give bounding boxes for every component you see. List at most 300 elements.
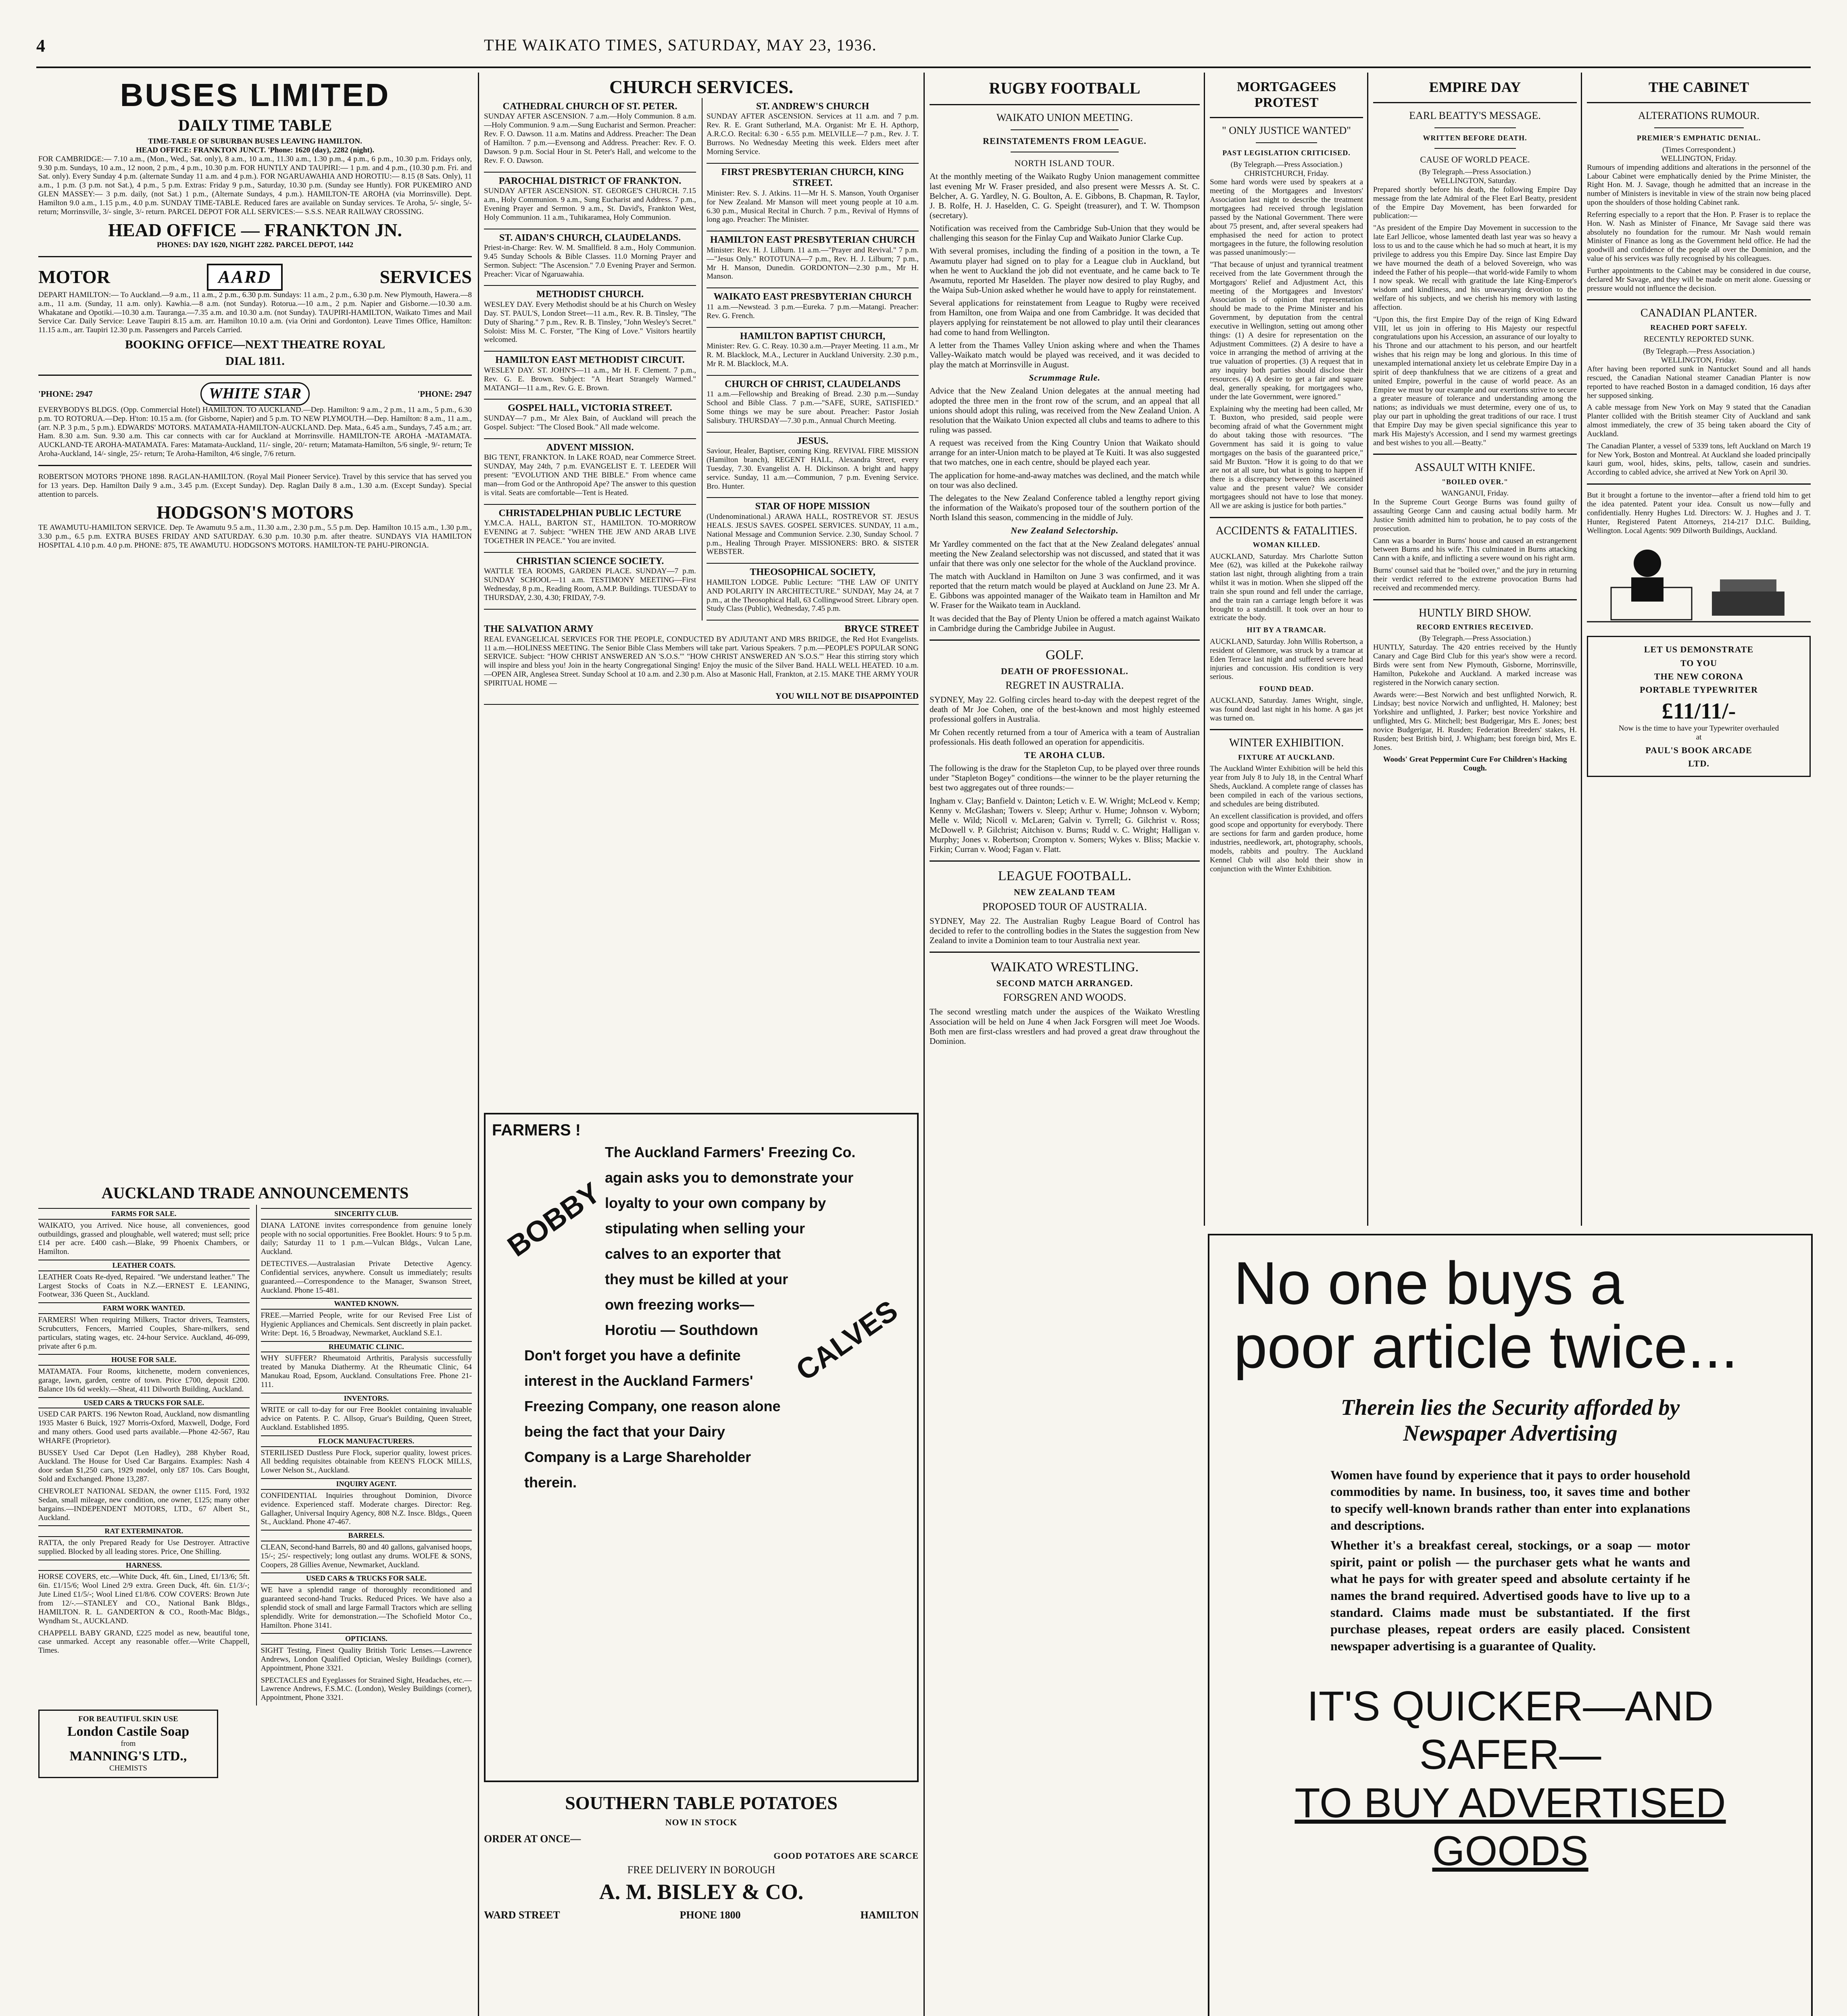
trade-text: BUSSEY Used Car Depot (Len Hadley), 288 Khyber Road, Auckland. The House for Used Car Bargains. Examples: Nash 4 door sedan $1,250 cars, 1929 model, only £87 10s. Cars Bought, Sold and Exchanged. Phone 13,287.: [38, 1448, 250, 1484]
trade-text: WAIKATO, you Arrived. Nice house, all conveniences, good outbuildings, grassed and ploughable, well watered; must sell; price £14 per acre. £400 cash.—Blake, 99 Phoenix Chambers, or Hamilton.: [38, 1221, 250, 1256]
noone-body: [1330, 1467, 1690, 1655]
church-notice: [707, 498, 919, 564]
manning-line2: London Castile Soap: [67, 1724, 190, 1739]
mortgagees-dateline: CHRISTCHURCH, Friday.: [1244, 169, 1329, 178]
empire-sub: EARL BEATTY'S MESSAGE.: [1409, 110, 1541, 122]
cabinet-dateline: WELLINGTON, Friday.: [1661, 154, 1737, 163]
church-name: CATHEDRAL CHURCH OF ST. PETER.: [502, 101, 678, 112]
salvation-text: REAL EVANGELICAL SERVICES FOR THE PEOPLE, CONDUCTED BY ADJUTANT AND MRS BRIDGE, the Red Hot Evangelists. 11 a.m.—HOLINESS MEETING. The Senior Bible Class Members will take part. Various Speakers. 7 p.m.—PEOPLE'S POPULAR SONG SERVICE. Subject: "HOW CHRIST ANSWERED AN 'S.O.S.'" "HOW CHRIST ANSWERED AN 'S.O.S.'" Hear this stirring story which will inspire and bless you! Join in the hearty Congregational Singing! Enjoy the music of the Silver Band. HALL WELL HEATED. 10 a.m.—OPEN AIR, Anglesea Street. Sunday School at 10 a.m. and 2.30 p.m. Also at Masonic Hall, Frankton, at 2.15. MAKE THE ARMY YOUR SPIRITUAL HOME —: [484, 635, 919, 688]
church-name: CHURCH OF CHRIST, CLAUDELANDS: [724, 379, 901, 389]
trade-text: SPECTACLES and Eyeglasses for Strained Sight, Headaches, etc.—Lawrence Andrews, F.S.M.C. (London), Wesley Buildings (corner), Appointment, Phone 3321.: [261, 1676, 472, 1702]
corona-line6: at: [1696, 733, 1702, 741]
farmers-line: own freezing works—: [605, 1296, 755, 1313]
empire-p2: "As president of the Empire Day Movement in succession to the late Earl Jellicoe, whose lamented death last year was so heavy a loss to us and to the cause which he had so much at heart, it is my privilege to address you this Empire Day. Since last Empire Day we have mourned the death of a beloved Sovereign, who was indeed the Father of his people—that world-wide Family to whom I now speak. We recall with gratitude the late King-Emperor's wisdom and kindliness, and his unwearying devotion to the welfare of his subjects, and we cherish his memory with lasting affection.: [1373, 224, 1577, 312]
church-columns: [484, 98, 919, 621]
page-number: 4: [36, 36, 45, 56]
motor-left: MOTOR: [38, 267, 110, 287]
planter-sub2: RECENTLY REPORTED SUNK.: [1643, 335, 1754, 344]
farmers-head: FARMERS !: [492, 1121, 581, 1139]
accidents-p3: AUCKLAND, Saturday. James Wright, single, was found dead last night in his home. A gas jet was turned on.: [1210, 696, 1363, 723]
noone-quick1: IT'S QUICKER—AND SAFER—: [1307, 1683, 1714, 1778]
trade-right-column: [256, 1205, 472, 1706]
divider: [930, 952, 1200, 953]
church-name: ST. AIDAN'S CHURCH, CLAUDELANDS.: [499, 232, 681, 243]
church-text: SUNDAY AFTER ASCENSION. ST. GEORGE'S CHURCH. 7.15 a.m., Holy Communion. 9 a.m., Sung Eucharist and Address. 7 p.m., Evening Prayer and Sermon. 9 a.m., St. David's, Frankton West, Holy Communion. 11 a.m., Tuhikaramea, Holy Communion.: [484, 187, 696, 222]
trade-entry: [261, 1633, 472, 1672]
sport-column: [930, 77, 1200, 2016]
column-rule: [1204, 73, 1205, 1226]
golf-p4: Ingham v. Clay; Banfield v. Dainton; Letich v. E. W. Wright; McLeod v. Kemp; Kenny v. McGlashan; Towers v. Sleep; Arthur v. Hume; Johnson v. Wyborn; Melle v. Wild; Nicoll v. McLaren; Galvin v. Tyrrell; G. Gilchrist v. Ross; McDowell v. P. Gilchrist; Aitchison v. Burns; Rudd v. C. Wright; Halligan v. Murphy; Jones v. Robertson; Crompton v. Somers; Wykes v. Bliss; Mackie v. Firkin; Curran v. Wood; Fagan v. Flatt.: [930, 796, 1200, 854]
cabinet-column: [1587, 77, 1811, 1222]
rugby-p2: Notification was received from the Cambridge Sub-Union that they would be challenging this season for the Finlay Cup and Waikato Junior Clarke Cup.: [930, 223, 1200, 243]
trade-heading: HOUSE FOR SALE.: [38, 1354, 250, 1366]
noone-headline2: poor article twice...: [1234, 1312, 1738, 1381]
trade-text: FARMERS! When requiring Milkers, Tractor drivers, Teamsters, Scrubcutters, Fencers, Married Couples, Share-milkers, send particulars, stating wages, etc. 24-hour Service. Auckland, 46-099, private after 6 p.m.: [38, 1315, 250, 1351]
trade-entry: [261, 1435, 472, 1475]
church-name: GOSPEL HALL, VICTORIA STREET.: [508, 403, 672, 414]
golf-p1: SYDNEY, May 22. Golfing circles heard to-day with the deepest regret of the death of Mr Joe Cohen, one of the best-known and most highly esteemed professional golfers in Australia.: [930, 695, 1200, 724]
divider: [38, 375, 472, 376]
cabinet-p2: Referring especially to a report that the Hon. P. Fraser is to replace the Hon. W. Nash as Minister of Finance, Mr Savage said there was absolutely no foundation for the rumour. Mr Nash would remain Minister of Finance as long as the Government held office. He had the goodwill and confidence of the people all over the Dominion, and the value of his services was fully recognised by his colleagues.: [1587, 210, 1811, 263]
church-notice: [707, 328, 919, 376]
buses-line2: HEAD OFFICE: FRANKTON JUNCT. 'Phone: 1620 (day), 2282 (night).: [136, 146, 374, 154]
hodgson-title: HODGSON'S MOTORS: [156, 502, 354, 523]
manning-line4: MANNING'S LTD.,: [69, 1748, 187, 1764]
farmers-line: Don't forget you have a definite: [524, 1347, 741, 1364]
trade-entry: [38, 1354, 250, 1393]
trade-heading: USED CARS & TRUCKS FOR SALE.: [38, 1397, 250, 1409]
trade-text: WE have a splendid range of thoroughly reconditioned and guaranteed second-hand Trucks. Reduced Prices. We have also a splendid stock of small and large Farmall Tractors which are selling splendidly. Write for demonstration.—The Schofield Motor Co., Hamilton. Phone 3141.: [261, 1586, 472, 1630]
church-name: STAR OF HOPE MISSION: [755, 501, 870, 512]
church-text: WESLEY DAY. Every Methodist should be at his Church on Wesley Day. ST. PAUL'S, London Street—11 a.m., Rev. R. B. Tinsley, "The Duty of Sharing." 7 p.m., Rev. R. B. Tinsley, "John Wesley's Secret." Soloist: Miss M. C. Forster, "The King of Love." Visitors heartily welcomed.: [484, 300, 696, 344]
church-notice: [707, 376, 919, 433]
farmers-line: Freezing Company, one reason alone: [524, 1398, 781, 1414]
transport-column: [38, 77, 472, 1181]
church-notice: [707, 98, 919, 164]
assault-p3: Burns' counsel said that he "boiled over," and the jury in returning their verdict referred to the extreme provocation Burns had received and recommended mercy.: [1373, 566, 1577, 592]
church-name: HAMILTON EAST PRESBYTERIAN CHURCH: [710, 235, 915, 246]
potatoes-ad: [484, 1790, 919, 2016]
masthead-title: THE WAIKATO TIMES, SATURDAY, MAY 23, 1936.: [484, 36, 877, 54]
trade-heading: WANTED KNOWN.: [261, 1298, 472, 1310]
church-text: Saviour, Healer, Baptiser, coming King. REVIVAL FIRE MISSION (Hamilton branch), REGENT HALL, Alexandra Street, every Tuesday, 7.30. Evangelist A. H. Dickinson. A bright and happy service. Sunday, 11 a.m.—Communion, 7 p.m. Evening Service. Bro. Hunter.: [707, 447, 919, 491]
church-notice: [484, 553, 696, 610]
divider: [1587, 299, 1811, 300]
buses-subtitle: DAILY TIME TABLE: [178, 116, 332, 134]
mortgagees-title: MORTGAGEES PROTEST: [1236, 79, 1336, 110]
assault-dateline: WANGANUI, Friday.: [1441, 489, 1509, 498]
accidents-s2: HIT BY A TRAMCAR.: [1247, 626, 1326, 634]
column-rule: [924, 73, 925, 2016]
trade-entry: [261, 1298, 472, 1337]
noone-tag2: Newspaper Advertising: [1403, 1421, 1618, 1446]
corona-line2: TO YOU: [1680, 658, 1717, 668]
potatoes-street: WARD STREET: [484, 1909, 560, 1921]
motor-booking: BOOKING OFFICE—NEXT THEATRE ROYAL: [125, 338, 385, 352]
accidents-p1: AUCKLAND, Saturday. Mrs Charlotte Sutton Mee (62), was killed at the Pukekohe railway station last night, through alighting from a train whilst it was in motion. When she slipped off the train she spun round and fell under the carriage, and the train ran a carriage length before it was brought to a standstill. It took over an hour to extricate the body.: [1210, 552, 1363, 623]
trade-heading: INQUIRY AGENT.: [261, 1478, 472, 1490]
bobby-word: BOBBY: [502, 1176, 607, 1263]
golf-sub: DEATH OF PROFESSIONAL.: [1001, 666, 1128, 676]
trade-entry: [38, 1397, 250, 1445]
empire-p1: Prepared shortly before his death, the following Empire Day message from the late Admiral of the Fleet Earl Beatty, president of the Empire Day Movement, has been forwarded for publication:—: [1373, 185, 1577, 221]
bird-p2: Awards were:—Best Norwich and best unflighted Norwich, R. Lindsay; best novice Norwich and unflighted, H. Maloney; best Yorkshire and unflighted, J. Parker; best novice Yorkshire and unflighted, Mrs G. Mitchell; best Budgerigar, Mrs E. Jones; best novice Budgerigar, H. Rusden; Federation Breeders' stakes, H. Rusden; best British bird, J. Whigham; best foreign bird, Mrs E. Jones.: [1373, 690, 1577, 752]
aard-logo: AARD: [207, 264, 283, 291]
bird-p1: HUNTLY, Saturday. The 420 entries received by the Huntly Canary and Cage Bird Club for this year's show were a record. Birds were sent from New Plymouth, Gisborne, Morrinsville, Hamilton, Pukekohe and Auckland. A marked increase was registered in the Norwich canary section.: [1373, 643, 1577, 687]
divider: [1434, 127, 1516, 128]
rugby-p11: The match with Auckland in Hamilton on June 3 was confirmed, and it was reported that the return match would be played at Auckland on June 23. Mr A. E. Gibbons was appointed manager of the Waikato team in Hamilton and Mr W. Fraser for the Waikato team in Auckland.: [930, 571, 1200, 610]
trade-text: RATTA, the only Prepared Ready for Use Destroyer. Attractive supplied. Blocked by all leading stores. Price, One Shilling.: [38, 1539, 250, 1556]
rugby-title: RUGBY FOOTBALL: [989, 79, 1140, 97]
church-name: HAMILTON BAPTIST CHURCH,: [740, 331, 886, 342]
farmers-line: loyalty to your own company by: [605, 1195, 826, 1211]
whitestar-timetable: EVERYBODYS BLDGS. (Opp. Commercial Hotel) HAMILTON. TO AUCKLAND.—Dep. Hamilton: 9 a.m., 2 p.m., 11 a.m., 5 p.m., 6.30 p.m. TO ROTORUA.—Dep. H'ton: 10.15 a.m. (for Gisborne, Napier) and 5 p.m. TO NEW PLYMOUTH.—Dep. Hamilton: 8 a.m., 11 a.m., (arr. N.P. 3 p.m., 5 p.m.). EDWARDS' MOTORS. MATAMATA-HAMILTON-AUCKLAND. Dep. Mata., 6.45 a.m., Sundays, 7.45 a.m.; arr. Ham. 8.30 a.m. Sun. 9.30 a.m. This car connects with car for Auckland at Morrinsville. HAMILTON-TE AROHA -MATAMATA. AUCKLAND-TE AROHA-MATAMATA. Fares: Matamata-Auckland, 11/- single, 20/- return; Matamata-Hamilton, 5/6 single, 9/- return; Te Aroha-Auckland, 14/- single, 25/- return; Te Aroha-Hamilton, 4/6 single, 7/6 return.: [38, 405, 472, 458]
divider: [930, 104, 1200, 105]
church-title: CHURCH SERVICES.: [609, 77, 793, 97]
church-name: FIRST PRESBYTERIAN CHURCH, KING STREET.: [721, 167, 904, 189]
assault-title: ASSAULT WITH KNIFE.: [1415, 461, 1535, 474]
hodgson-timetable: TE AWAMUTU-HAMILTON SERVICE. Dep. Te Awamutu 9.5 a.m., 11.30 a.m., 2.30 p.m., 5.5 p.m. Dep. Hamilton 10.15 a.m., 1.30 p.m., 3.30 p.m., 6.5 p.m. EXTRA BUSES FRIDAY AND SATURDAY. 6.30 p.m. 10.30 p.m. after theatre. SUNDAYS VIA HAMILTON HOSPITAL 4.10 p.m. 4.0 p.m. PHONE: 875, TE AWAMUTU. HODGSON'S MOTORS. HAMILTON-TE PAHU-PIRONGIA.: [38, 523, 472, 550]
church-name: THEOSOPHICAL SOCIETY,: [750, 567, 876, 578]
trade-text: DETECTIVES.—Australasian Private Detective Agency. Confidential services, anywhere. Consult us immediately; results guaranteed.—Correspondence to the Manager, Swanson Street, Auckland. Phone 15-481.: [261, 1260, 472, 1295]
planter-p4: But it brought a fortune to the inventor—after a friend told him to get the idea patented. Patent your idea. Consult us now—fully and confidentially. Henry Hughes Ltd. Directors: W. J. Hughes and J. T. Hunter, Registered Patent Attorneys, 214-217 D.I.C. Building, Wellington. Local Agents: 909 Dilworth Buildings, Auckland.: [1587, 491, 1811, 535]
trade-text: WHY SUFFER? Rheumatoid Arthritis, Paralysis successfully treated by Manuka Diathermy. At the Rheumatic Clinic, 64 Manukau Road, Epsom, Auckland. Consultations Free. Phone 21-111.: [261, 1354, 472, 1389]
church-text: Priest-in-Charge: Rev. W. M. Smallfield. 8 a.m., Holy Communion. 9.45 Sunday Schools & Bible Classes. 11.0 Morning Prayer and Sermon. Subject: "The Ascension." 7.0 Evening Prayer and Sermon. Preacher: Vicar of Ngaruawahia.: [484, 244, 696, 279]
divider: [1256, 142, 1317, 143]
divider: [1210, 117, 1363, 118]
corona-line5: Now is the time to have your Typewriter overhauled: [1618, 724, 1779, 733]
rugby-p12: It was decided that the Bay of Plenty Union be offered a match against Waikato in Cambridge during the Cambridge Jubilee in August.: [930, 613, 1200, 633]
assault-quote: "BOILED OVER.": [1441, 477, 1508, 486]
trade-entry: [38, 1525, 250, 1556]
church-text: SUNDAY AFTER ASCENSION. 7 a.m.—Holy Communion. 8 a.m.—Holy Communion. 9 a.m.—Sung Eucharist and Sermon. Preacher: Rev. F. O. Dawson. 11 a.m. Matins and Address. Preacher: The Dean of Hamilton. 7 p.m.—Evensong and Address. Preacher: Rev. F. O. Dawson. 9 p.m. Social Hour in St. Peter's Hall, and welcome to the Rev. F. O. Dawson.: [484, 112, 696, 165]
column-rule: [478, 73, 479, 2016]
masthead-rule: [36, 67, 1811, 68]
church-name: PAROCHIAL DISTRICT OF FRANKTON.: [498, 175, 682, 186]
trade-heading: USED CARS & TRUCKS FOR SALE.: [261, 1572, 472, 1584]
manning-ad: [38, 1710, 218, 1778]
trade-entry: [261, 1478, 472, 1527]
divider: [1210, 729, 1363, 730]
divider: [1587, 102, 1811, 103]
trade-heading: FLOCK MANUFACTURERS.: [261, 1435, 472, 1447]
assault-p1: In the Supreme Court George Burns was found guilty of assaulting George Cann and causing actual bodily harm. Mr Justice Smith admitted him to probation, he to pay costs of the prosecution.: [1373, 498, 1577, 533]
winter-title: WINTER EXHIBITION.: [1229, 737, 1344, 750]
church-text: Y.M.C.A. HALL, BARTON ST., HAMILTON. TO-MORROW EVENING at 7. Subject: "WHEN THE JEW AND ARAB LIVE TOGETHER IN PEACE." You are invited.: [484, 519, 696, 545]
trade-entry: [38, 1208, 250, 1256]
trade-text: LEATHER Coats Re-dyed, Repaired. "We understand leather." The Largest Stocks of Coats in N.Z.—ERNEST E. LEANING, Footwear, 336 Queen St., Auckland.: [38, 1272, 250, 1299]
mortgagees-p2: "That because of unjust and tyrannical treatment received from the late Government through the Mortgagors' Relief and Adjustment Act, this meeting of the Mortgagees and Investors' Association is of opinion that representation should be made to the Prime Minister and his Government, by deputation from the central executive in Wellington, setting out among other things: (1) A desire for representation on the Adjustment Committees. (2) A desire to have a voice in arranging the method of arriving at the true valuation of properties. (3) A request that in any inquiry both parties should disclose their resources. (4) A desire to get a fair and square deal, generally speaking, for mortgagees who, under the late Government, were ignored.": [1210, 260, 1363, 401]
planter-title: CANADIAN PLANTER.: [1640, 307, 1757, 320]
buses-title: BUSES LIMITED: [120, 77, 390, 113]
farmers-line: being the fact that your Dairy: [524, 1423, 725, 1440]
cabinet-p3: Further appointments to the Cabinet may be considered in due course, declared Mr Savage, and they will be made on merit alone. Guessing or pressure would not influence the decision.: [1587, 266, 1811, 293]
church-text: Minister: Rev. H. J. Lilburn. 11 a.m.—"Prayer and Revival." 7 p.m.—"Jesus Only." ROTOTUNA—7 p.m., Rev. H. J. Lilburn; 7 p.m., Mr H. Manson, Dunedin. GORDONTON—2.30 p.m., Mr H. Manson.: [707, 246, 919, 281]
manning-line5: CHEMISTS: [109, 1764, 147, 1772]
cabinet-sub2: PREMIER'S EMPHATIC DENIAL.: [1636, 134, 1761, 142]
cabinet-title: THE CABINET: [1648, 79, 1749, 95]
church-notice: [707, 164, 919, 232]
typewriter-illustration-icon: [1587, 539, 1811, 632]
church-text: Minister: Rev. G. C. Reay. 10.30 a.m.—Prayer Meeting. 11 a.m., Mr R. M. Blacklock, M.A., Lecturer in Auckland University. 2.30 p.m., Mr R. M. Blacklock, M.A.: [707, 342, 919, 368]
church-notice: [484, 173, 696, 229]
farmers-body2: [524, 1343, 911, 1495]
manning-line3: from: [121, 1739, 136, 1748]
wrestling-title: WAIKATO WRESTLING.: [990, 960, 1139, 975]
trade-heading: BARRELS.: [261, 1530, 472, 1541]
corona-line4: PORTABLE TYPEWRITER: [1639, 685, 1758, 695]
trade-title: AUCKLAND TRADE ANNOUNCEMENTS: [101, 1184, 409, 1202]
mortgagees-tel: (By Telegraph.—Press Association.): [1230, 160, 1343, 169]
trade-heading: HARNESS.: [38, 1560, 250, 1571]
rugby-sub: WAIKATO UNION MEETING.: [996, 112, 1133, 123]
noone-tag1: Therein lies the Security afforded by: [1340, 1395, 1680, 1420]
mortgagees-sub: PAST LEGISLATION CRITICISED.: [1222, 149, 1351, 157]
trade-text: FREE.—Married People, write for our Revised Free List of Hygienic Appliances and Chemicals. Sent discreetly in plain packet. Write: Dept. 16, 5 Broadway, Newmarket, Auckland S.E.1.: [261, 1311, 472, 1337]
planter-dateline: WELLINGTON, Friday.: [1661, 356, 1737, 365]
cabinet-p1: Rumours of impending additions and alterations in the personnel of the Labour Cabinet were emphatically denied by the Prime Minister, the Right Hon. M. J. Savage, though he admitted that an increase in the number of Ministers is inevitable in view of the strain now being placed upon the shoulders of those holding Cabinet rank.: [1587, 163, 1811, 207]
rugby-p3: With several promises, including the finding of a position in the town, a Te Awamutu player had signed on to play for a League club in Auckland, but when he went to Auckland the job did not eventuate, and he came back to Te Awamutu, reported Mr Haselden. The player now desired to play Rugby, and the Waipa Sub-Union asked whether he would have to apply for reinstatement.: [930, 246, 1200, 295]
empire-dateline: WELLINGTON, Saturday.: [1433, 177, 1517, 185]
trade-entry: [38, 1260, 250, 1299]
golf-title: GOLF.: [1045, 647, 1084, 662]
accidents-s1: WOMAN KILLED.: [1253, 540, 1320, 549]
planter-p1: After having been reported sunk in Nantucket Sound and all hands rescued, the Canadian National steamer Canadian Planter is now reported to have reached Boston in a damaged condition, 16 days after her supposed sinking.: [1587, 365, 1811, 400]
rugby-p9: The delegates to the New Zealand Conference tabled a lengthy report giving the information of the Waikato's proposed tour of the southern portion of the North Island this season, commencing in the middle of July.: [930, 493, 1200, 523]
buses-phones: PHONES: DAY 1620, NIGHT 2282. PARCEL DEPOT, 1442: [156, 241, 354, 250]
league-title: LEAGUE FOOTBALL.: [998, 868, 1132, 884]
typist-illustration: [1587, 539, 1811, 632]
trade-text: MATAMATA. Four Rooms, kitchenette, modern conveniences, garage, lawn, garden, centre of town. Price £700, deposit £200. Balance 10s 6d weekly.—Sheat, 411 Dilworth Building, Auckland.: [38, 1367, 250, 1393]
white-star-logo: WHITE STAR: [200, 382, 310, 406]
motor-right: SERVICES: [379, 267, 472, 287]
planter-sub: REACHED PORT SAFELY.: [1650, 323, 1747, 331]
church-text: WATTLE TEA ROOMS, GARDEN PLACE. SUNDAY—7 p.m. SUNDAY SCHOOL—11 a.m. TESTIMONY MEETING—First Wednesday, 8 p.m., Reading Room, A.M.P. Buildings. TUESDAY to THURSDAY, 2.30, 4.30; FRIDAY, 7-9.: [484, 567, 696, 602]
rugby-sub2: REINSTATEMENTS FROM LEAGUE.: [983, 135, 1147, 146]
winter-sub: FIXTURE AT AUCKLAND.: [1238, 753, 1335, 761]
rugby-p6: Advice that the New Zealand Union delegates at the annual meeting had adopted the three men in the front row of the scrum, and an appeal that all unions should adopt this ruling, was received from the New Zealand Union. A resolution that the Waikato Union expected all clubs and teams to adhere to this ruling was passed.: [930, 386, 1200, 435]
calves-word: CALVES: [790, 1294, 904, 1387]
trade-text: DIANA LATONE invites correspondence from genuine lonely people with no social opportunities. Free Booklet. Hours: 9 to 5 p.m. daily; Saturday 11 to 1 p.m.—Vulcan Bldgs., Vulcan Lane, Auckland.: [261, 1221, 472, 1256]
trade-entry: [38, 1449, 250, 1484]
corona-line7: PAUL'S BOOK ARCADE: [1645, 745, 1752, 755]
motor-timetable: DEPART HAMILTON:— To Auckland.—9 a.m., 11 a.m., 2 p.m., 6.30 p.m. Sundays: 11 a.m., 2 p.m., 6.30 p.m. New Plymouth, Hawera.—8 a.m., 11 a.m. (Sunday, 11 a.m. only). Kawhia.—8 a.m. (not Sunday). Rotorua.—10 a.m., 2 p.m. Napier and Gisborne.—10.30 a.m. Whakatane and Opotiki.—10.30 a.m. Tauranga.—7.35 a.m. and 10.30 a.m. (not Sunday). TAUPIRI-HAMILTON, Waikato Times and Mail Service Car. Daily Service: Leave Taupiri 8.15 a.m. arr. Hamilton 10.10 a.m. (via Orini and Gordonton). Leave Times Office, Hamilton: 11.15 a.m., arr. Taupiri 12.30 p.m. Passengers and Parcels Carried.: [38, 290, 472, 335]
buses-line1: TIME-TABLE OF SUBURBAN BUSES LEAVING HAMILTON.: [148, 137, 362, 146]
assault-p2: Cann was a boarder in Burns' house and caused an estrangement between Burns and his wife. This culminated in Burns attacking Cann with a knife, and inflicting a severe wound on his right arm.: [1373, 536, 1577, 563]
church-notice: [484, 286, 696, 352]
rugby-p4: Several applications for reinstatement from League to Rugby were received from Hamilton, one from Waipa and one from Cambridge. It was decided that players applying for reinstatement be not allowed to play until their clearances had come to hand from Wellington.: [930, 298, 1200, 337]
trade-columns: [38, 1205, 472, 1706]
salvation-tail: YOU WILL NOT BE DISAPPOINTED: [775, 691, 919, 701]
whitestar-phone-left: 'PHONE: 2947: [38, 389, 93, 399]
potatoes-scarce: GOOD POTATOES ARE SCARCE: [773, 1851, 919, 1861]
trade-entry: [38, 1629, 250, 1656]
noone-quick2: TO BUY ADVERTISED GOODS: [1295, 1779, 1726, 1875]
league-p1: SYDNEY, May 22. The Australian Rugby League Board of Control has decided to refer to the controlling bodies in the States the suggestion from New Zealand to invite a Dominion team to tour Australia next year.: [930, 916, 1200, 945]
church-notice: [707, 564, 919, 621]
corona-line1: LET US DEMONSTRATE: [1644, 644, 1754, 655]
mortgagees-p3: Explaining why the meeting had been called, Mr T. Buxton, who presided, said people were becoming afraid of what the Government might do about taking those with resources. "The Government has said it is going to value mortgages on the basis of the guaranteed price," said Mr Buxton. "How it is going to do that we are not at all sure, but what is going to happen if there is a discrepancy between this ascertained value and the present value? We consider mortgagees should not have to lose that money. All we are asking is justice for both parties.": [1210, 404, 1363, 510]
trade-text: CHEVROLET NATIONAL SEDAN, the owner £115. Ford, 1932 Sedan, small mileage, new condition, one owner, £125; many other bargains.—INDEPENDENT MOTORS, LTD., 67 Albert St., Auckland.: [38, 1487, 250, 1522]
trade-heading: RAT EXTERMINATOR.: [38, 1525, 250, 1537]
trade-entry: [38, 1302, 250, 1351]
trade-entry: [261, 1572, 472, 1630]
trade-text: STERILISED Dustless Pure Flock, superior quality, lowest prices. All bedding requisites obtainable from KEEN'S FLOCK MILLS, Lower Nelson St., Auckland.: [261, 1448, 472, 1475]
trade-entry: [261, 1208, 472, 1256]
church-notice: [707, 433, 919, 498]
church-text: BIG TENT, FRANKTON. In LAKE ROAD, near Commerce Street. SUNDAY, May 24th, 7 p.m. EVANGELIST E. T. LEEDER Will present: "EVOLUTION AND THE BIBLE." From whence came man—from God or the Anthropoid Ape? The answer to this question is vital. Seats are comfortable—Tent is Heated.: [484, 453, 696, 497]
church-name: ADVENT MISSION.: [546, 442, 634, 453]
rugby-p10: Mr Yardley commented on the fact that at the New Zealand delegates' annual meeting the New Zealand selectorship was not discussed, and stated that it was unfair that there was only one selector for the whole of the Auckland province.: [930, 539, 1200, 568]
church-notice: [707, 288, 919, 327]
farmers-line: Horotiu — Southdown: [605, 1322, 758, 1338]
divider: [1434, 148, 1516, 149]
rugby-scrum: Scrummage Rule.: [1029, 373, 1101, 383]
whitestar-phone-right: 'PHONE: 2947: [417, 389, 472, 399]
trade-heading: FARMS FOR SALE.: [38, 1208, 250, 1220]
church-name: WAIKATO EAST PRESBYTERIAN CHURCH: [713, 292, 912, 302]
trade-entry: [261, 1530, 472, 1569]
trade-text: CONFIDENTIAL Inquiries throughout Dominion, Divorce evidence. Experienced staff. Moderate charges. Director: Reg. Gallagher, Universal Inquiry Agency, 808 N.Z. Insce. Bldgs., Queen St., Auckland. Phone 47-467.: [261, 1491, 472, 1527]
rugby-p8: The application for home-and-away matches was declined, and the match while on tour was also declined.: [930, 470, 1200, 490]
mortgagees-quote: " ONLY JUSTICE WANTED": [1222, 125, 1351, 137]
church-notice: [484, 439, 696, 505]
farmers-line: stipulating when selling your: [605, 1220, 805, 1237]
bird-woods: Woods' Great Peppermint Cure For Children's Hacking Cough.: [1383, 755, 1567, 773]
divider: [1210, 517, 1363, 518]
trade-heading: SINCERITY CLUB.: [261, 1208, 472, 1220]
church-notice: [707, 231, 919, 288]
trade-heading: RHEUMATIC CLINIC.: [261, 1341, 472, 1353]
potatoes-phone: PHONE 1800: [680, 1909, 741, 1921]
divider: [1654, 127, 1744, 128]
divider: [1587, 483, 1811, 485]
trade-text: CLEAN, Second-hand Barrels, 80 and 40 gallons, galvanised hoops, 15/-; 25/- respectively; long outlast any drums. WOLFE & SONS, Coopers, 28 Gillies Avenue, Newmarket, Auckland.: [261, 1543, 472, 1569]
divider: [1011, 129, 1119, 130]
wrestling-sub: SECOND MATCH ARRANGED.: [996, 978, 1133, 989]
farmers-line: interest in the Auckland Farmers': [524, 1372, 753, 1389]
divider: [38, 256, 472, 257]
accidents-p2: AUCKLAND, Saturday. John Willis Robertson, a resident of Glenmore, was struck by a tramcar at Eden Terrace last night and suffered severe head injuries and concussion. His condition is very serious.: [1210, 637, 1363, 681]
church-name: JESUS.: [796, 435, 829, 446]
cabinet-sub: ALTERATIONS RUMOUR.: [1638, 110, 1759, 122]
church-text: SUNDAY—7 p.m., Mr Alex Bain, of Auckland will preach the Gospel. Subject: "The Closed Book." All made welcome.: [484, 414, 696, 431]
church-name: ST. ANDREW'S CHURCH: [756, 101, 869, 112]
planter-p3: The Canadian Planter, a vessel of 5339 tons, left Auckland on March 19 for New York, Boston and Montreal. At Auckland she loaded principally kauri gum, wool, hides, skins, pelts, tallow, casein and sundries. According to cabled advice, she arrived at New York on April 30.: [1587, 442, 1811, 477]
divider: [38, 465, 472, 466]
masthead: [0, 35, 1847, 60]
noone-headline1: No one buys a: [1234, 1249, 1624, 1317]
empire-title: EMPIRE DAY: [1429, 79, 1521, 95]
wrestling-p1: The second wrestling match under the auspices of the Waikato Wrestling Association will be held on June 4 when Jack Forsgren will meet Joe Woods. Both men are first-class wrestlers and had proved a great draw throughout the Dominion.: [930, 1007, 1200, 1046]
golf-p3: The following is the draw for the Stapleton Cup, to be played over three rounds under "Stapleton Bogey" conditions—the winner to be the player returning the best two aggregates out of three rounds:—: [930, 763, 1200, 793]
planter-p2: A cable message from New York on May 9 stated that the Canadian Planter collided with the British steamer City of Auckland and sank almost immediately, the crew of 35 being taken aboard the City of Auckland.: [1587, 403, 1811, 438]
salvation-name: THE SALVATION ARMY: [484, 624, 594, 635]
noone-p2: Whether it's a breakfast cereal, stockings, or a soap — motor spirit, paint or polish — the purchaser gets what he wants and what he pays for with greater speed and absolute certainty if he names the brand required. Advertised goods have to live up to a standard. Claims made must be substantiated. If the first purchase pleases, repeat orders are easily placed. Consistent newspaper advertising is a guarantee of Quality.: [1330, 1538, 1690, 1653]
potatoes-town: HAMILTON: [860, 1909, 919, 1921]
golf-sub2: REGRET IN AUSTRALIA.: [1005, 679, 1124, 691]
no-one-buys-ad: [1208, 1234, 1813, 2016]
church-text: 11 a.m.—Newstead. 3 p.m.—Eureka. 7 p.m.—Matangi. Preacher: Rev. G. French.: [707, 302, 919, 320]
church-name: CHRISTADELPHIAN PUBLIC LECTURE: [498, 508, 682, 519]
wrestling-sub2: FORSGREN AND WOODS.: [1003, 991, 1126, 1004]
trade-left-column: [38, 1205, 250, 1706]
winter-p2: An excellent classification is provided, and offers good scope and opportunity for everybody. There are sections for farm and garden produce, home industries, needlework, art, photography, schools, models, rabbits and poultry. The Auckland Kennel Club will also hold their show in conjunction with the Winter Exhibition.: [1210, 812, 1363, 873]
buses-timetable: FOR CAMBRIDGE:— 7.10 a.m., (Mon., Wed., Sat. only), 8 a.m., 10 a.m., 11.30 a.m., 1.30 p.m., 4 p.m., 6 p.m., 10.30 p.m. Fridays only, 9.30 p.m. Sundays, 10 a.m., 12 noon, 2 p.m., 4 p.m., 10.30 p.m. FOR HUNTLY AND TAUPIRI:— 1 p.m. and 4 p.m., (10.30 p.m. Fri. and Sat. only). Every Sunday 4 p.m. (alternate Sunday 11 a.m. and 4 p.m.). FOR NGARUAWAHIA AND HOROTIU:— 8.15 (8 Sats. Only), 11 a.m., 1 p.m. (3 p.m. not Sat.), 4 p.m., 5 p.m. Extras: Friday 9 p.m., Saturday, 10.30 p.m. (Sunday see Huntly). FOR PUKEMIRO AND GLEN MASSEY:— 3 p.m. daily, (not Sat.) 1 p.m., (Alternate Sundays, 4 p.m.). HAMILTON-TE AROHA (via Morrinsville). Dept. Hamilton 9.0 a.m., 1.15 p.m., 4.0 p.m. SUNDAY TIME-TABLE. Reduced fares are available on Sunday services. Te Aroha, 5/- single, 5/- return; Morrinsville, 3/- single, 3/- return. PARCEL DEPOT FOR ALL SERVICES:— S.S.S. NEAR RAILWAY CROSSING.: [38, 154, 472, 216]
potatoes-stock: NOW IN STOCK: [665, 1817, 738, 1827]
trade-entry: [38, 1487, 250, 1522]
divider: [1373, 102, 1577, 103]
church-notice: [484, 505, 696, 553]
trade-entry: [261, 1393, 472, 1432]
salvation-header: [484, 624, 919, 635]
church-name: HAMILTON EAST METHODIST CIRCUIT.: [495, 355, 685, 366]
motor-dial: DIAL 1811.: [225, 354, 285, 368]
whitestar-header: [38, 382, 472, 406]
cabinet-tel: (Times Correspondent.): [1662, 145, 1735, 154]
salvation-street: BRYCE STREET: [844, 624, 919, 635]
divider: [930, 639, 1200, 641]
trade-announcements: [38, 1181, 472, 2016]
farmers-line: again asks you to demonstrate your: [605, 1169, 854, 1186]
mortgagees-column: [1210, 77, 1363, 1222]
divider: [1373, 454, 1577, 455]
church-text: HAMILTON LODGE. Public Lecture: "THE LAW OF UNITY AND POLARITY IN ARCHITECTURE." SUNDAY, May 24, at 7 p.m., at the Theosophical Hall, 63 Collingwood Street. Library open. Study Class (Public), Wednesday, 7.45 p.m.: [707, 578, 919, 613]
corona-ad: [1587, 636, 1811, 777]
potatoes-title: SOUTHERN TABLE POTATOES: [565, 1793, 838, 1813]
empire-sub3: CAUSE OF WORLD PEACE.: [1420, 154, 1530, 165]
rugby-sel: New Zealand Selectorship.: [1011, 525, 1119, 536]
accidents-title: ACCIDENTS & FATALITIES.: [1215, 524, 1357, 537]
church-notice: [484, 98, 696, 173]
salvation-army: [484, 621, 919, 705]
column-rule: [1581, 73, 1582, 1226]
trade-entry: [261, 1341, 472, 1389]
rugby-sub3: NORTH ISLAND TOUR.: [1014, 158, 1115, 169]
column-rule: [1367, 73, 1368, 1226]
farmers-line: they must be killed at your: [605, 1271, 788, 1287]
divider: [930, 860, 1200, 862]
church-text: Minister: Rev. S. J. Atkins. 11—Mr H. S. Manson, Youth Organiser for New Zealand. Mr Manson will meet young people at 10 a.m. 6.30 p.m., Musical Recital in Church. 7 p.m., Revival of Hymns of long ago. Preacher: The Minister.: [707, 189, 919, 224]
farmers-ad: [484, 1113, 919, 1782]
church-text: SUNDAY AFTER ASCENSION. Services at 11 a.m. and 7 p.m. Rev. R. E. Grant Sutherland, M.A. Organist: Mr E. H. Apthorp, A.R.C.O. Recital: 6.30 - 6.55 p.m. MELVILLE—7 p.m., Rev. J. T. Burrows. No Wednesday Meeting this week. Elders meet after Morning Service.: [707, 112, 919, 156]
church-name: METHODIST CHURCH.: [536, 289, 644, 300]
farmers-line: Company is a Large Shareholder: [524, 1449, 751, 1465]
empire-tel: (By Telegraph.—Press Association.): [1419, 168, 1531, 177]
planter-tel: (By Telegraph.—Press Association.): [1643, 347, 1755, 356]
trade-text: USED CAR PARTS. 196 Newton Road, Auckland, now dismantling 1935 Master 6 Buick, 1927 Morris-Oxford, Maxwell, Dodge, Ford and many others. Good used parts available.—Phone 42-567, Rau WHARFE (Proprietor).: [38, 1410, 250, 1445]
mortgagees-p1: Some hard words were used by speakers at a meeting of the Mortgagees and Investors' Association last night to describe the treatment mortgagees had received through legislation passed by the National Government. There were about 75 present, and, after several speakers had emphasised the need for action to protect mortgagees in the future, the following resolution was passed unanimously:—: [1210, 178, 1363, 257]
noone-p1: Women have found by experience that it pays to order household commodities by name. In business, too, it saves time and bother to specify well-known brands rather than enter into explanations and descriptions.: [1330, 1467, 1690, 1533]
empire-p3: "Upon this, the first Empire Day of the reign of King Edward VIII, let us join in offering to His Majesty our respectful congratulations upon his Accession, an assurance of our loyalty to his Throne and our attachment to his person, and our heartfelt wishes that his reign may be long and glorious. In this time of unexampled international anxiety let us celebrate Empire Day in a spirit of deep thankfulness that we are citizens of a great and united Empire, powerful in the cause of world peace. As an Empire we must by our example and our exertions strive to secure a greater measure of tolerance and understanding among the nations; as individuals we must determine, every one of us, to play our part in upholding the great traditions of our race. I trust that Empire Day may be given special significance this year to mark His Majesty's Accession, and I send my warmest greetings and best wishes to you all.—Beatty.": [1373, 315, 1577, 447]
bird-tel: (By Telegraph.—Press Association.): [1419, 634, 1531, 643]
manning-line1: FOR BEAUTIFUL SKIN USE: [78, 1715, 178, 1724]
corona-price: £11/11/-: [1661, 698, 1736, 724]
accidents-s3: FOUND DEAD.: [1259, 685, 1314, 693]
church-notice: [484, 400, 696, 439]
potatoes-footer: [484, 1909, 919, 1921]
bird-title: HUNTLY BIRD SHOW.: [1418, 606, 1531, 619]
trade-entry: [261, 1260, 472, 1295]
bird-sub: RECORD ENTRIES RECEIVED.: [1416, 623, 1534, 631]
potatoes-order: ORDER AT ONCE—: [484, 1833, 581, 1845]
farmers-line: therein.: [524, 1474, 577, 1491]
buses-head-office: HEAD OFFICE — FRANKTON JN.: [108, 219, 402, 240]
trade-heading: LEATHER COATS.: [38, 1260, 250, 1271]
trade-heading: OPTICIANS.: [261, 1633, 472, 1645]
trade-entry: [261, 1676, 472, 1703]
trade-text: WRITE or call to-day for our Free Booklet containing invaluable advice on Patents. P. C. Allsop, Gruar's Building, Queen Street, Auckland. Established 1895.: [261, 1406, 472, 1432]
